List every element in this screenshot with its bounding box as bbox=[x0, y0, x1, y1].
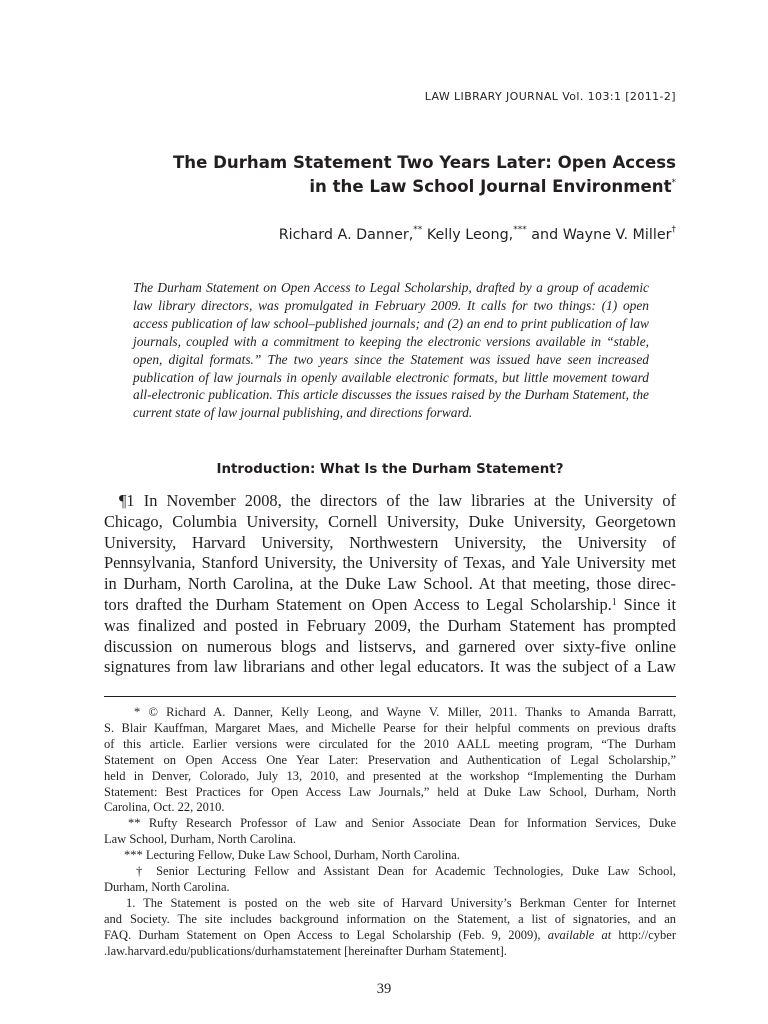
footnote-1-line: 1. The Statement is posted on the web site of Harvard University’s Berkman Center for Internet bbox=[126, 895, 676, 910]
article-title bbox=[156, 151, 676, 199]
body-line: was finalized and posted in February 2009, the Durham Statement has prompted bbox=[104, 615, 676, 635]
title-footnote-marker: * bbox=[671, 178, 676, 188]
author-leong: Kelly Leong, bbox=[422, 227, 514, 243]
footnote-1-url-line[interactable]: .law.harvard.edu/publications/durhamstatement [hereinafter Durham Statement]. bbox=[104, 943, 507, 958]
footnote-star-line: Carolina, Oct. 22, 2010. bbox=[104, 800, 225, 815]
footnote-1-text: FAQ. Durham Statement on Open Access to Legal Scholarship (Feb. 9, 2009), bbox=[104, 927, 548, 942]
footnote-star-line: Statement: Best Practices for Open Access Law Journals,” held at Duke Law School, Durham, North bbox=[104, 784, 676, 799]
author-leong-marker: *** bbox=[513, 225, 527, 235]
title-line-1: The Durham Statement Two Years Later: Open Access bbox=[172, 153, 676, 172]
footnote-divider bbox=[104, 696, 676, 697]
footnote-2star-line: ** Rufty Research Professor of Law and Senior Associate Dean for Information Services, Duke bbox=[128, 816, 676, 831]
author-danner-marker: ** bbox=[413, 225, 423, 235]
footnote-ref-1[interactable]: 1 bbox=[611, 596, 617, 608]
footnote-star-line: S. Blair Kauffman, Margaret Maes, and Michelle Pearse for their helpful comments on previous drafts bbox=[104, 720, 676, 735]
footnote-star-line: of this article. Earlier versions were circulated for the 2010 AALL meeting program, “The Durham bbox=[104, 736, 676, 751]
title-line-2 bbox=[156, 175, 676, 199]
body-line: ¶1 In November 2008, the directors of the law libraries at the University of bbox=[119, 491, 676, 510]
footnote-1-available-at: available at bbox=[547, 927, 612, 942]
footnote-dagger-line: † Senior Lecturing Fellow and Assistant Dean for Academic Technologies, Duke Law School, bbox=[136, 864, 676, 879]
footnote-1-line: and Society. The site includes background information on the Statement, a list of signatories, and an bbox=[104, 911, 676, 926]
footnote-3star-line: *** Lecturing Fellow, Duke Law School, Durham, North Carolina. bbox=[124, 848, 460, 863]
footnote-star-line: held in Denver, Colorado, July 13, 2010, and presented at the workshop “Implementing the Durham bbox=[104, 768, 676, 783]
body-line: Chicago, Columbia University, Cornell University, Duke University, Georgetown bbox=[104, 511, 676, 531]
body-line: in Durham, North Carolina, at the Duke Law School. At that meeting, those direc- bbox=[104, 574, 676, 594]
footnotes bbox=[104, 705, 676, 960]
author-miller: and Wayne V. Miller bbox=[526, 227, 672, 243]
running-head: LAW LIBRARY JOURNAL Vol. 103:1 [2011-2] bbox=[424, 90, 676, 103]
footnote-star-line: Statement on Open Access One Year Later: Preservation and Authentication of Legal Scholarship,” bbox=[104, 752, 676, 767]
title-line-2-text: in the Law School Journal Environment bbox=[309, 177, 672, 196]
author-miller-marker: † bbox=[671, 225, 676, 235]
author-line bbox=[279, 227, 676, 243]
body-line: Pennsylvania, Stanford University, the University of Texas, and Yale University met bbox=[104, 553, 676, 573]
page-number: 39 bbox=[376, 981, 392, 997]
footnote-1-line bbox=[104, 928, 676, 944]
body-line: signatures from law librarians and other legal educators. It was the subject of a Law bbox=[104, 657, 676, 677]
body-paragraph-1 bbox=[104, 491, 676, 678]
section-heading: Introduction: What Is the Durham Statement? bbox=[216, 462, 564, 477]
body-line-text: tors drafted the Durham Statement on Open Access to Legal Scholarship. bbox=[104, 594, 612, 614]
body-line bbox=[104, 595, 676, 616]
footnote-dagger-line: Durham, North Carolina. bbox=[104, 879, 230, 894]
footnote-1-url-start[interactable]: http://cyber bbox=[611, 927, 676, 942]
abstract: The Durham Statement on Open Access to Legal Scholarship, drafted by a group of academic law library directors, was promulgated in February 2009. It calls for two things: (1) open access publication of law school–published journals; and (2) an end to print publication of law journals, coupled with a commitment to keeping the electronic versions available in “stable, open, digital formats.” The two years since the Statement was issued have seen increased publication of law journals in openly available electronic formats, but little movement toward all-electronic publication. This article discusses the issues raised by the Durham Statement, the current state of law journal publishing, and directions forward. bbox=[133, 280, 649, 421]
footnote-star-line: * © Richard A. Danner, Kelly Leong, and Wayne V. Miller, 2011. Thanks to Amanda Barratt, bbox=[134, 705, 676, 719]
body-line-text: Since it bbox=[616, 594, 676, 614]
body-line: University, Harvard University, Northwestern University, the University of bbox=[104, 532, 676, 552]
author-danner: Richard A. Danner, bbox=[278, 227, 414, 243]
body-line: discussion on numerous blogs and listservs, and garnered over sixty-five online bbox=[104, 636, 676, 656]
footnote-2star-line: Law School, Durham, North Carolina. bbox=[104, 832, 296, 847]
